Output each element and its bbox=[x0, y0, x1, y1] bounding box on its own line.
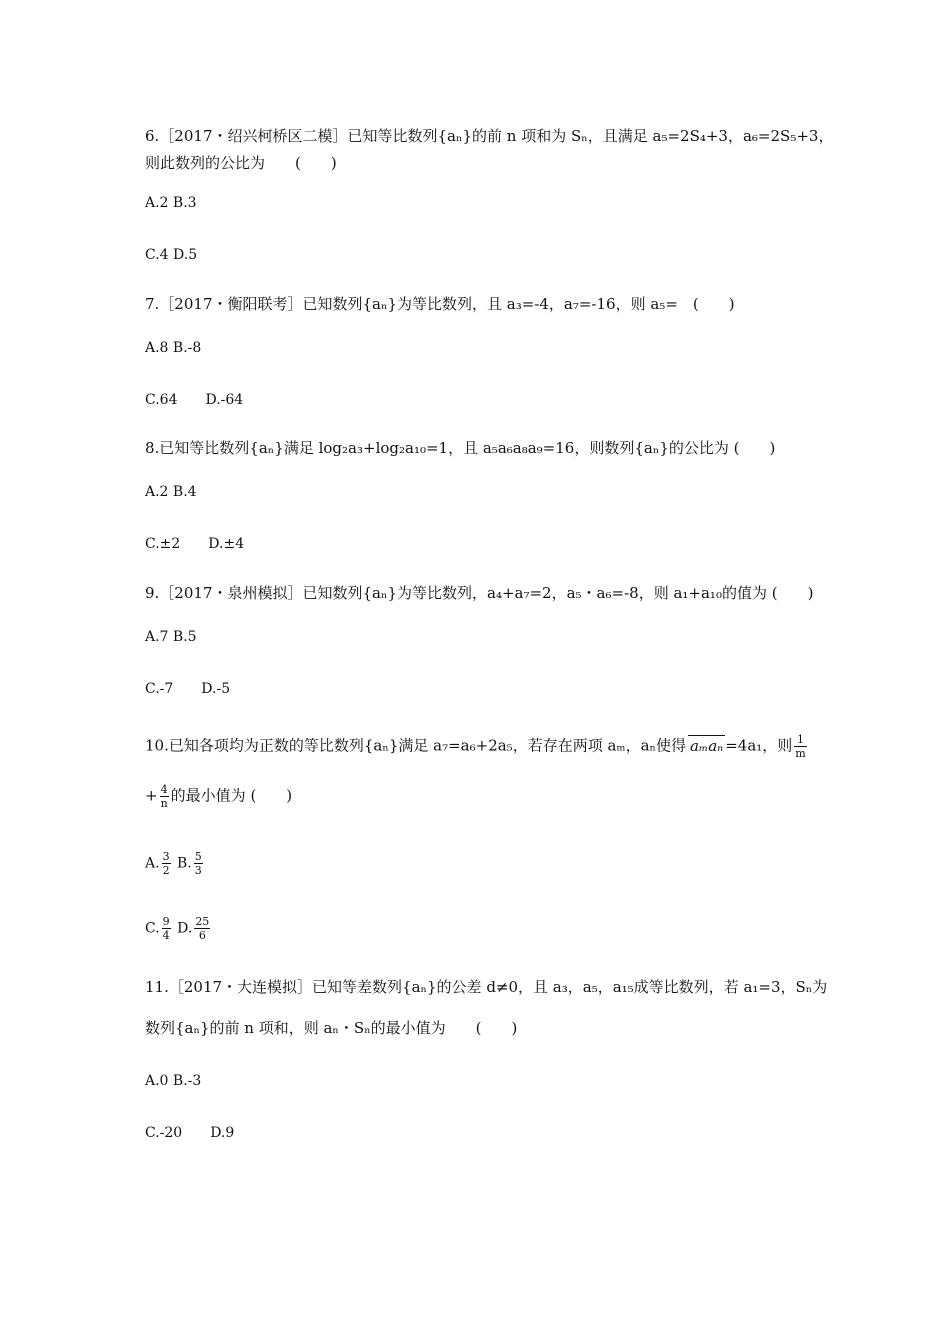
q6-options-cd: C.4 D.5 bbox=[145, 247, 198, 263]
q8-options-ab: A.2 B.4 bbox=[145, 484, 197, 500]
q10-option-a-num: 3 bbox=[162, 850, 170, 863]
q7-options-ab: A.8 B.-8 bbox=[145, 340, 202, 356]
q11-stem-line1: 11.［2017・大连模拟］已知等差数列{aₙ}的公差 d≠0，且 a₃，a₅，a₁₅成等比数列，若 a₁=3，Sₙ为 bbox=[145, 978, 828, 996]
q10-stem-line1 bbox=[145, 733, 809, 760]
q10-option-b-label: B. bbox=[177, 855, 192, 872]
q10-option-a-label: A. bbox=[145, 855, 160, 872]
q10-options-cd bbox=[145, 915, 212, 942]
q10-option-d-label: D. bbox=[177, 920, 193, 937]
q10-option-c-label: C. bbox=[145, 920, 160, 937]
q10-option-c-num: 9 bbox=[162, 915, 170, 928]
q10-stem-text: 10.已知各项均为正数的等比数列{aₙ}满足 a₇=a₆+2a₅，若存在两项 aₘ，aₙ使得 bbox=[145, 736, 687, 755]
q10-options-ab bbox=[145, 850, 205, 877]
q10-stem-tail: 的最小值为 ( ) bbox=[170, 786, 293, 805]
q10-fraction-1-over-m bbox=[794, 733, 806, 760]
q10-plus: + bbox=[145, 786, 158, 805]
q10-frac1-numerator: 1 bbox=[794, 733, 806, 747]
q7-options-cd: C.64 D.-64 bbox=[145, 392, 244, 408]
q11-options-ab: A.0 B.-3 bbox=[145, 1073, 202, 1089]
q9-stem: 9.［2017・泉州模拟］已知数列{aₙ}为等比数列，a₄+a₇=2，a₅・a₆=-8，则 a₁+a₁₀的值为 ( ) bbox=[145, 584, 814, 602]
q10-frac1-denominator: m bbox=[795, 747, 806, 760]
q10-option-c-fraction bbox=[162, 915, 171, 942]
q10-frac2-numerator: 4 bbox=[160, 783, 168, 796]
q11-stem-line2: 数列{aₙ}的前 n 项和，则 aₙ・Sₙ的最小值为 ( ) bbox=[145, 1019, 518, 1037]
q10-option-b-fraction bbox=[194, 850, 203, 877]
q11-options-cd: C.-20 D.9 bbox=[145, 1125, 235, 1141]
q10-after-sqrt: =4a₁，则 bbox=[725, 736, 793, 755]
q10-fraction-4-over-n bbox=[160, 783, 169, 810]
q10-option-b-den: 3 bbox=[194, 864, 202, 877]
q10-option-a-den: 2 bbox=[162, 864, 170, 877]
q6-stem-line1: 6.［2017・绍兴柯桥区二模］已知等比数列{aₙ}的前 n 项和为 Sₙ，且满足 a₅=2S₄+3，a₆=2S₅+3， bbox=[145, 127, 834, 145]
q9-options-ab: A.7 B.5 bbox=[145, 629, 197, 645]
q10-stem-line2 bbox=[145, 783, 292, 810]
q10-sqrt: aₘaₙ bbox=[690, 736, 724, 755]
q10-option-b-num: 5 bbox=[194, 850, 202, 863]
q10-option-a-fraction bbox=[162, 850, 171, 877]
q10-option-c-den: 4 bbox=[162, 929, 170, 942]
q10-option-d-num: 25 bbox=[195, 915, 210, 928]
q7-stem: 7.［2017・衡阳联考］已知数列{aₙ}为等比数列，且 a₃=-4，a₇=-16，则 a₅= ( ) bbox=[145, 295, 735, 313]
q10-frac2-denominator: n bbox=[160, 797, 168, 810]
q6-stem-line2: 则此数列的公比为 ( ) bbox=[145, 154, 337, 172]
q9-options-cd: C.-7 D.-5 bbox=[145, 681, 231, 697]
q8-options-cd: C.±2 D.±4 bbox=[145, 536, 245, 552]
q10-option-d-den: 6 bbox=[198, 929, 206, 942]
q10-option-d-fraction bbox=[194, 915, 210, 942]
q6-options-ab: A.2 B.3 bbox=[145, 195, 197, 211]
q8-stem: 8.已知等比数列{aₙ}满足 log₂a₃+log₂a₁₀=1，且 a₅a₆a₈a₉=16，则数列{aₙ}的公比为 ( ) bbox=[145, 439, 776, 457]
